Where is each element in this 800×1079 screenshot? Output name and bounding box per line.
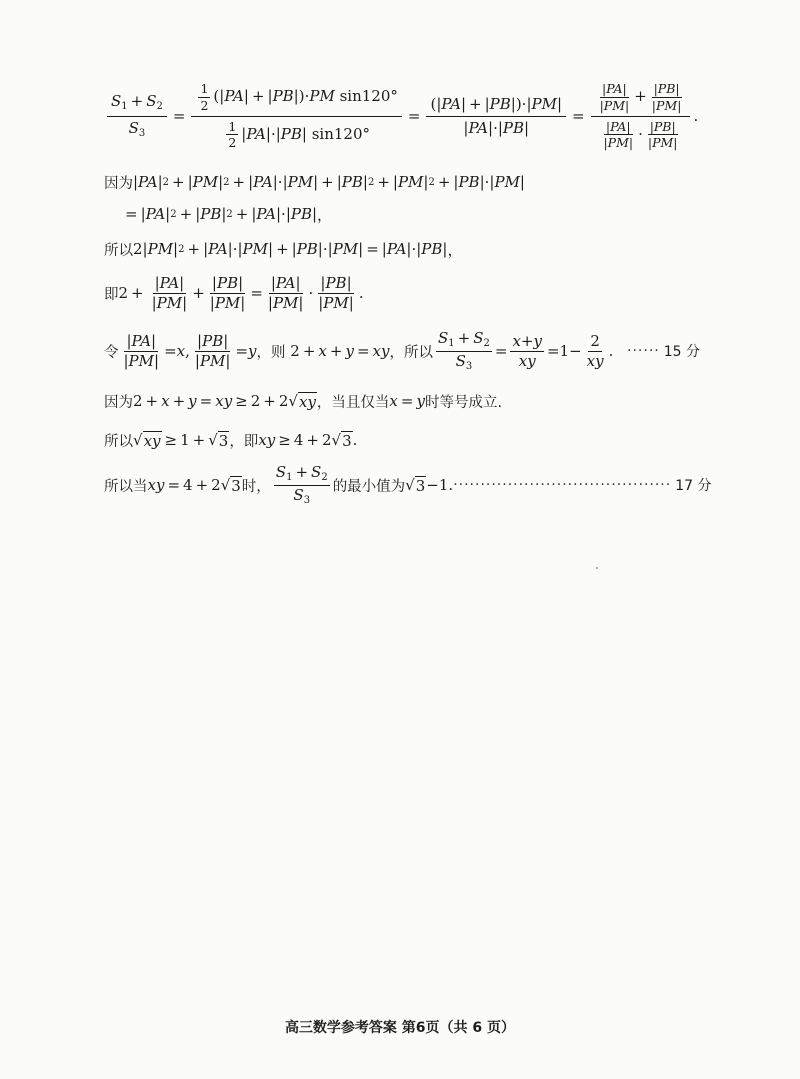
paper-speck xyxy=(596,567,598,569)
equation-area-ratio: $\frac{S_1 + S_2}{S_3}$ = $\frac{1}{2}$ (|PA| + |PB|)·PM sin120° $\frac{1}{2}$ |PA|·|PB| sin120° = $\frac{(|PA| + |PB|)\cdot|PM|}{|PA|\cdot|PB|}$ = $\frac{|PA|}{|PM|}$ + $\frac{|PB|}{|PM|}$ $\frac{|PA|}{|PM|}$ · $\frac{|PB|}{|PM|}$ . xyxy=(104,76,700,156)
score-17: ········································ 17 分 xyxy=(453,477,712,494)
equation-cosine-rhs: = |PA| 2 + |PB| 2 + |PA| · |PB| ， xyxy=(125,205,333,224)
score-15: ······ 15 分 xyxy=(627,343,700,360)
equation-substitution: 令 $\frac{|PA|}{|PM|}$ = x , $\frac{|PB|}{|PM|}$ = y ，则 2 + x + y = xy ，所以 $\frac{S_1 + S_2}{S_3}$ = $\frac{x+y}{xy}$ = 1 − $\frac{2}{xy}$ . ······ 15 分 xyxy=(104,329,700,372)
fraction-s1-s2-over-s3: $\frac{S_1 + S_2}{S_3}$ xyxy=(107,90,167,142)
fraction-simplified: $\frac{(|PA| + |PB|)\cdot|PM|}{|PA|\cdot|PB|}$ xyxy=(426,93,566,140)
equation-cosine-sum: 因为 |PA| 2 + |PM| 2 + |PA| · |PM| + |PB| 2 + |PM| 2 + |PB| · |PM| xyxy=(104,173,525,192)
equation-am-gm: 因为 2 + x + y = xy ≥ 2 + 2 √ xy ，当且仅当 x = y 时等号成立. xyxy=(104,391,503,411)
fraction-ratio-form: $\frac{|PA|}{|PM|}$ + $\frac{|PB|}{|PM|}$ $\frac{|PA|}{|PM|}$ · $\frac{|PB|}{|PM|}$ xyxy=(591,79,691,153)
equation-simplified-relation: 所以 2 |PM| 2 + |PA| · |PM| + |PB| · |PM| = |PA| · |PB| ， xyxy=(104,240,463,259)
page-footer: 高三数学参考答案 第6页（共 6 页） xyxy=(284,1020,516,1036)
equation-ratio-relation: 即 2 + $\frac{|PA|}{|PM|}$ + $\frac{|PB|}{|PM|}$ = $\frac{|PA|}{|PM|}$ · $\frac{|PB|}{|PM|}$ . xyxy=(104,273,364,312)
equation-sqrt-bound: 所以 √ xy ≥ 1 + √ 3 ，即 xy ≥ 4 + 2 √ 3 . xyxy=(104,430,358,450)
equation-minimum-value: 所以当 xy = 4 + 2 √ 3 时， $\frac{S_1 + S_2}{S_3}$ 的最小值为 √ 3 − 1 . ········································ 17 分 xyxy=(104,463,712,506)
fraction-area-formula: $\frac{1}{2}$ (|PA| + |PB|)·PM sin120° $\frac{1}{2}$ |PA|·|PB| sin120° xyxy=(191,79,401,153)
